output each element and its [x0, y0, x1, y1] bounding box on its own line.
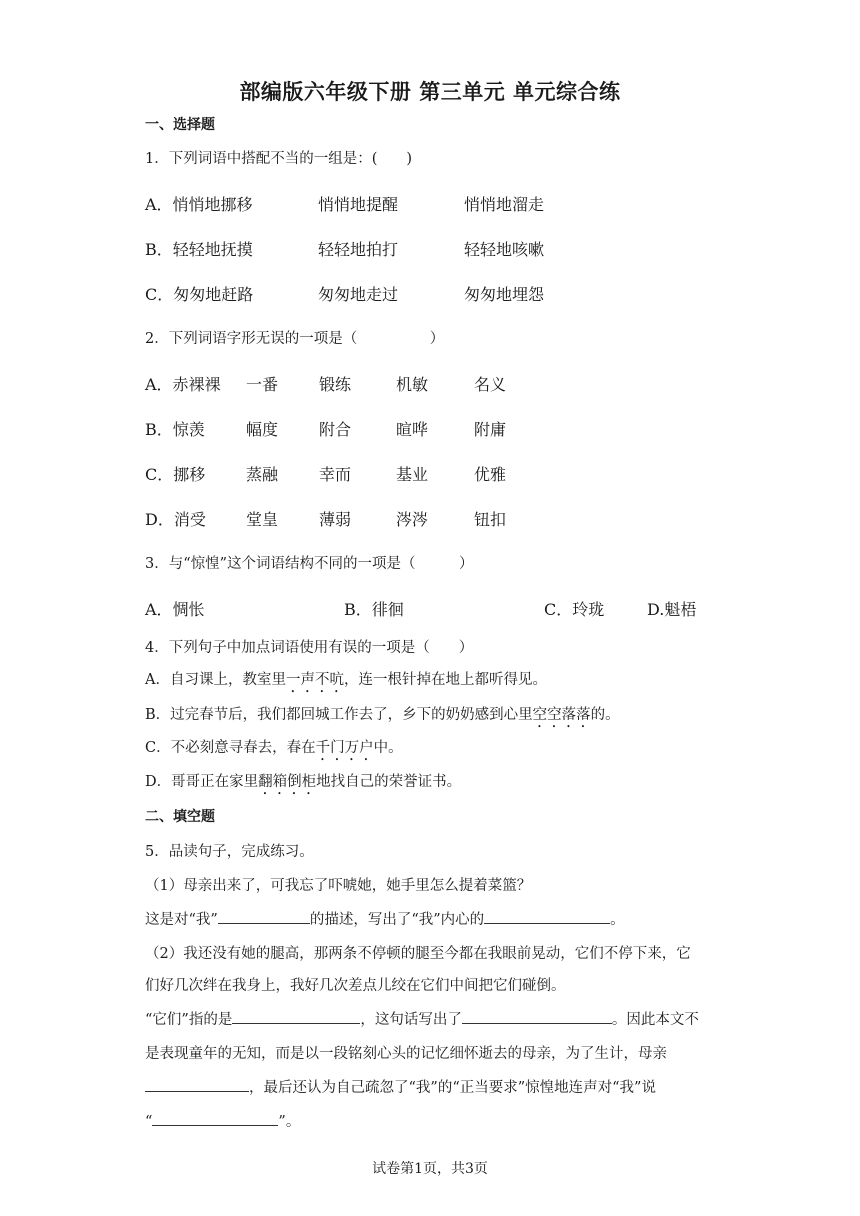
page-title: 部编版六年级下册 第三单元 单元综合练 [239, 80, 621, 104]
sentence-text: C．不必刻意寻春去，春在 [145, 740, 316, 756]
sentence-text: 的描述，写出了“我”内心的 [309, 912, 485, 928]
sentence-text: ”。 [278, 1114, 301, 1130]
option-text: C．挪移 [145, 465, 206, 484]
question-5-line-1 [145, 908, 625, 929]
option-text: A．悄悄地挪移 [145, 195, 253, 214]
option-text: 优雅 [474, 465, 507, 484]
option-text: 悄悄地溜走 [464, 195, 545, 214]
section-heading-fill: 二、填空题 [145, 809, 215, 825]
question-1-stem: 1．下列词语中搭配不当的一组是：( ) [145, 151, 413, 167]
option-text: D.魁梧 [647, 600, 697, 619]
emphasized-word: 千门万户 [315, 740, 374, 756]
sentence-text: 。因此本文不 [611, 1012, 699, 1028]
answer-blank[interactable] [152, 1111, 278, 1126]
option-text: 悄悄地提醒 [318, 195, 399, 214]
option-text: 名义 [474, 375, 507, 394]
option-text: 附合 [319, 420, 352, 439]
answer-blank[interactable] [484, 909, 610, 924]
emphasized-word: 空空落落 [532, 707, 591, 723]
answer-blank[interactable] [145, 1077, 249, 1092]
option-text: 锻练 [319, 375, 352, 394]
answer-blank[interactable] [462, 1009, 612, 1024]
option-text: 钮扣 [474, 510, 507, 529]
sentence-text: ，这句话写出了 [360, 1012, 462, 1028]
option-text: 机敏 [396, 375, 429, 394]
section-heading-choice: 一、选择题 [145, 117, 215, 133]
option-text: 基业 [396, 465, 429, 484]
option-text: A．赤裸裸 [145, 375, 221, 394]
sentence-text: 这是对“我” [145, 912, 218, 928]
sentence-text: ，最后还认为自己疏忽了“我”的“正当要求”惊惶地连声对“我”说 [249, 1080, 656, 1096]
option-text: 堂皇 [246, 510, 279, 529]
option-text: C．匆匆地赶路 [145, 285, 254, 304]
question-4-option-b [145, 703, 620, 731]
option-text: 轻轻地咳嗽 [464, 240, 545, 259]
option-text: 匆匆地走过 [318, 285, 399, 304]
option-text: B．轻轻地抚摸 [145, 240, 253, 259]
question-4-option-c [145, 736, 403, 764]
sentence-text: B．过完春节后，我们都回城工作去了，乡下的奶奶感到心里 [145, 707, 533, 723]
sentence-text: ，连一根针掉在地上都听得见。 [343, 672, 547, 688]
question-5-passage-1: （1）母亲出来了，可我忘了吓唬她，她手里怎么提着菜篮？ [145, 878, 532, 894]
answer-blank[interactable] [232, 1009, 360, 1024]
sentence-text: 中。 [373, 740, 403, 756]
answer-blank[interactable] [218, 909, 310, 924]
option-text: B．惊羡 [145, 420, 205, 439]
option-text: 附庸 [474, 420, 507, 439]
question-5-passage-2b: 们好几次绊在我身上，我好几次差点儿绞在它们中间把它们碰倒。 [145, 978, 566, 994]
option-text: 幸而 [319, 465, 352, 484]
option-text: D．消受 [145, 510, 206, 529]
question-3-stem: 3．与“惊惶”这个词语结构不同的一项是（ ） [145, 556, 474, 572]
question-5-line-2 [145, 1008, 699, 1029]
option-text: A．惆怅 [145, 600, 205, 619]
sentence-text: A．自习课上，教室里 [145, 672, 286, 688]
question-5-passage-2a: （2）我还没有她的腿高，那两条不停顿的腿至今都在我眼前晃动，它们不停下来，它 [145, 946, 691, 962]
sentence-text: D．哥哥正在家里 [145, 774, 259, 790]
question-5-stem: 5．品读句子，完成练习。 [145, 844, 314, 860]
sentence-text: 地找自己的荣誉证书。 [316, 774, 462, 790]
sentence-text: “它们”指的是 [145, 1012, 233, 1028]
option-text: 一番 [246, 375, 279, 394]
question-4-stem: 4．下列句子中加点词语使用有误的一项是（ ） [145, 640, 474, 656]
option-text: 幅度 [246, 420, 279, 439]
question-4-option-d [145, 770, 461, 798]
option-text: 暄哗 [396, 420, 429, 439]
question-5-line-3: 是表现童年的无知，而是以一段铭刻心头的记忆细怀逝去的母亲，为了生计，母亲 [145, 1046, 667, 1062]
question-2-stem: 2．下列词语字形无误的一项是（ ） [145, 331, 445, 347]
question-5-line-4 [145, 1076, 656, 1097]
sentence-text: “ [145, 1114, 153, 1130]
page-footer: 试卷第1页，共3页 [372, 1161, 488, 1177]
sentence-text: 。 [610, 912, 625, 928]
option-text: 涔涔 [396, 510, 429, 529]
emphasized-word: 一声不吭 [285, 672, 344, 688]
option-text: 匆匆地埋怨 [464, 285, 545, 304]
emphasized-word: 翻箱倒柜 [258, 774, 317, 790]
option-text: 薄弱 [319, 510, 352, 529]
option-text: 轻轻地拍打 [318, 240, 399, 259]
option-text: C．玲珑 [544, 600, 605, 619]
option-text: B．徘徊 [344, 600, 404, 619]
question-5-line-5 [145, 1110, 300, 1131]
question-4-option-a [145, 668, 547, 696]
sentence-text: 的。 [590, 707, 620, 723]
option-text: 蒸融 [246, 465, 279, 484]
